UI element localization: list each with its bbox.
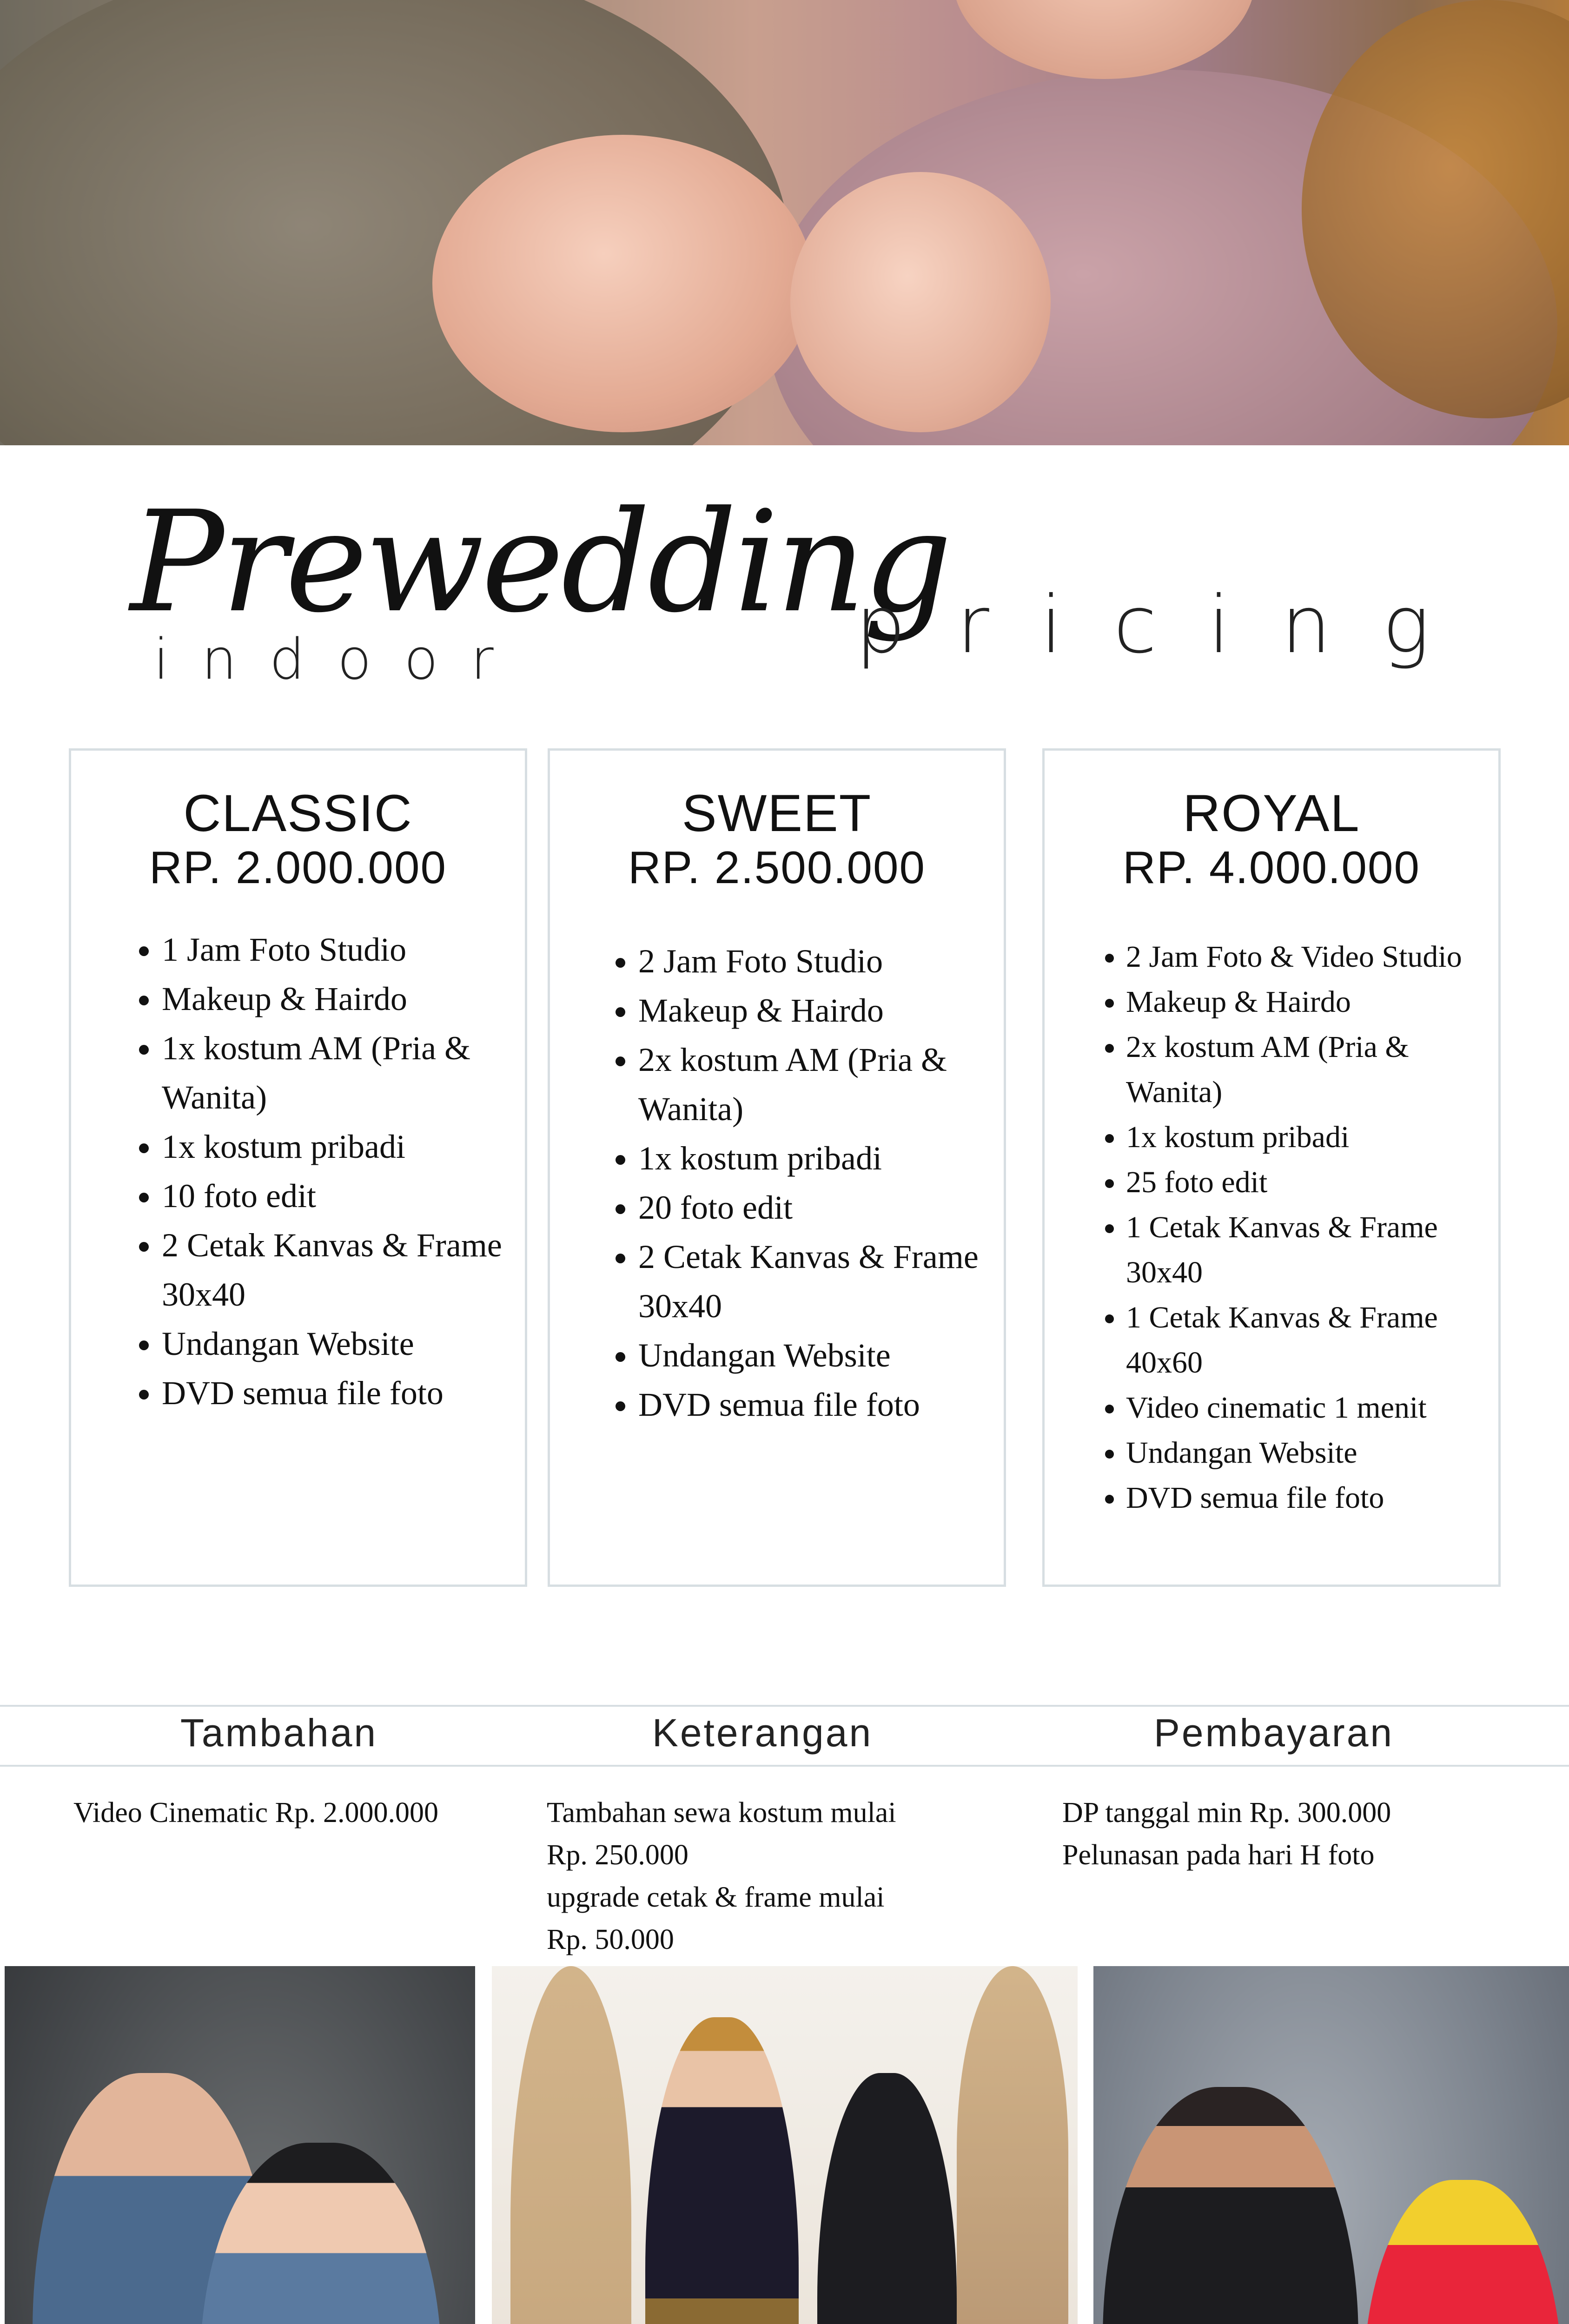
feature-item: • 1 Jam Foto Studio — [162, 925, 506, 974]
feature-item: • Makeup & Hairdo — [162, 974, 506, 1023]
info-divider-bottom — [0, 1765, 1569, 1767]
package-name: CLASSIC — [183, 784, 413, 842]
photo-decor-reed-right — [957, 1966, 1068, 2324]
feature-item: • 10 foto edit — [162, 1171, 506, 1221]
title-script: Prewedding — [130, 481, 950, 643]
feature-item: • 25 foto edit — [1126, 1160, 1480, 1205]
package-card-sweet — [548, 748, 1006, 1587]
feature-item: • Undangan Website — [638, 1331, 985, 1380]
sample-photo-betawi-couple — [1093, 1966, 1569, 2324]
package-name: SWEET — [682, 784, 872, 842]
feature-item: • DVD semua file foto — [1126, 1475, 1480, 1520]
hero-fist-right — [790, 172, 1051, 432]
feature-item: • 1 Cetak Kanvas & Frame 30x40 — [1126, 1205, 1480, 1295]
package-price: RP. 2.000.000 — [149, 842, 447, 893]
info-text-keterangan — [547, 1792, 896, 1961]
package-name: ROYAL — [1183, 784, 1360, 842]
hero-fist-left — [432, 135, 814, 432]
package-feature-list — [601, 937, 985, 1429]
feature-item: • 1x kostum pribadi — [1126, 1115, 1480, 1160]
sample-photo-denim-couple — [5, 1966, 475, 2324]
feature-item: • DVD semua file foto — [162, 1368, 506, 1418]
package-feature-list — [1089, 934, 1480, 1520]
info-line: Tambahan sewa kostum mulai — [547, 1797, 896, 1829]
info-text-tambahan — [73, 1792, 438, 1834]
photo-figure-bride — [1363, 2180, 1563, 2324]
package-card-royal — [1042, 748, 1501, 1587]
info-text-pembayaran — [1062, 1792, 1391, 1876]
feature-item: • 20 foto edit — [638, 1183, 985, 1232]
feature-item: • Makeup & Hairdo — [1126, 979, 1480, 1024]
feature-item: • Makeup & Hairdo — [638, 986, 985, 1035]
info-line: upgrade cetak & frame mulai — [547, 1882, 885, 1913]
feature-item: • Undangan Website — [1126, 1430, 1480, 1475]
feature-item: • 2 Jam Foto Studio — [638, 937, 985, 986]
feature-item: • 1x kostum AM (Pria & Wanita) — [162, 1023, 506, 1122]
info-line: Rp. 250.000 — [547, 1839, 689, 1871]
feature-item: • 2 Jam Foto & Video Studio — [1126, 934, 1480, 979]
hero-face-shape — [953, 0, 1255, 79]
info-line: Rp. 50.000 — [547, 1924, 674, 1955]
sample-photo-traditional-couple — [492, 1966, 1078, 2324]
feature-item: • Undangan Website — [162, 1319, 506, 1368]
feature-item: • DVD semua file foto — [638, 1380, 985, 1429]
info-line: Video Cinematic Rp. 2.000.000 — [73, 1797, 438, 1829]
title-subtitle: indoor — [153, 627, 526, 692]
photo-figure-bride — [817, 2073, 957, 2324]
feature-item: • 1x kostum pribadi — [162, 1122, 506, 1171]
package-feature-list — [125, 925, 506, 1418]
feature-item: • 1 Cetak Kanvas & Frame 40x60 — [1126, 1295, 1480, 1385]
photo-figure-groom — [1103, 2087, 1358, 2324]
hero-photo — [0, 0, 1569, 445]
feature-item: • 1x kostum pribadi — [638, 1134, 985, 1183]
info-heading-tambahan: Tambahan — [180, 1711, 378, 1755]
info-heading-pembayaran: Pembayaran — [1153, 1711, 1394, 1755]
feature-item: • 2x kostum AM (Pria & Wanita) — [1126, 1024, 1480, 1115]
title-pricing: pricing — [855, 579, 1481, 671]
feature-item: • 2 Cetak Kanvas & Frame 30x40 — [638, 1232, 985, 1331]
package-price: RP. 2.500.000 — [628, 842, 926, 893]
info-heading-keterangan: Keterangan — [652, 1711, 873, 1755]
package-price: RP. 4.000.000 — [1123, 842, 1420, 893]
info-line: DP tanggal min Rp. 300.000 — [1062, 1797, 1391, 1829]
feature-item: • 2x kostum AM (Pria & Wanita) — [638, 1035, 985, 1134]
photo-figure-groom — [645, 2017, 799, 2324]
package-card-classic — [69, 748, 527, 1587]
feature-item: • Video cinematic 1 menit — [1126, 1385, 1480, 1430]
info-line: Pelunasan pada hari H foto — [1062, 1839, 1375, 1871]
feature-item: • 2 Cetak Kanvas & Frame 30x40 — [162, 1221, 506, 1319]
info-divider-top — [0, 1705, 1569, 1707]
photo-decor-reed-left — [510, 1966, 631, 2324]
